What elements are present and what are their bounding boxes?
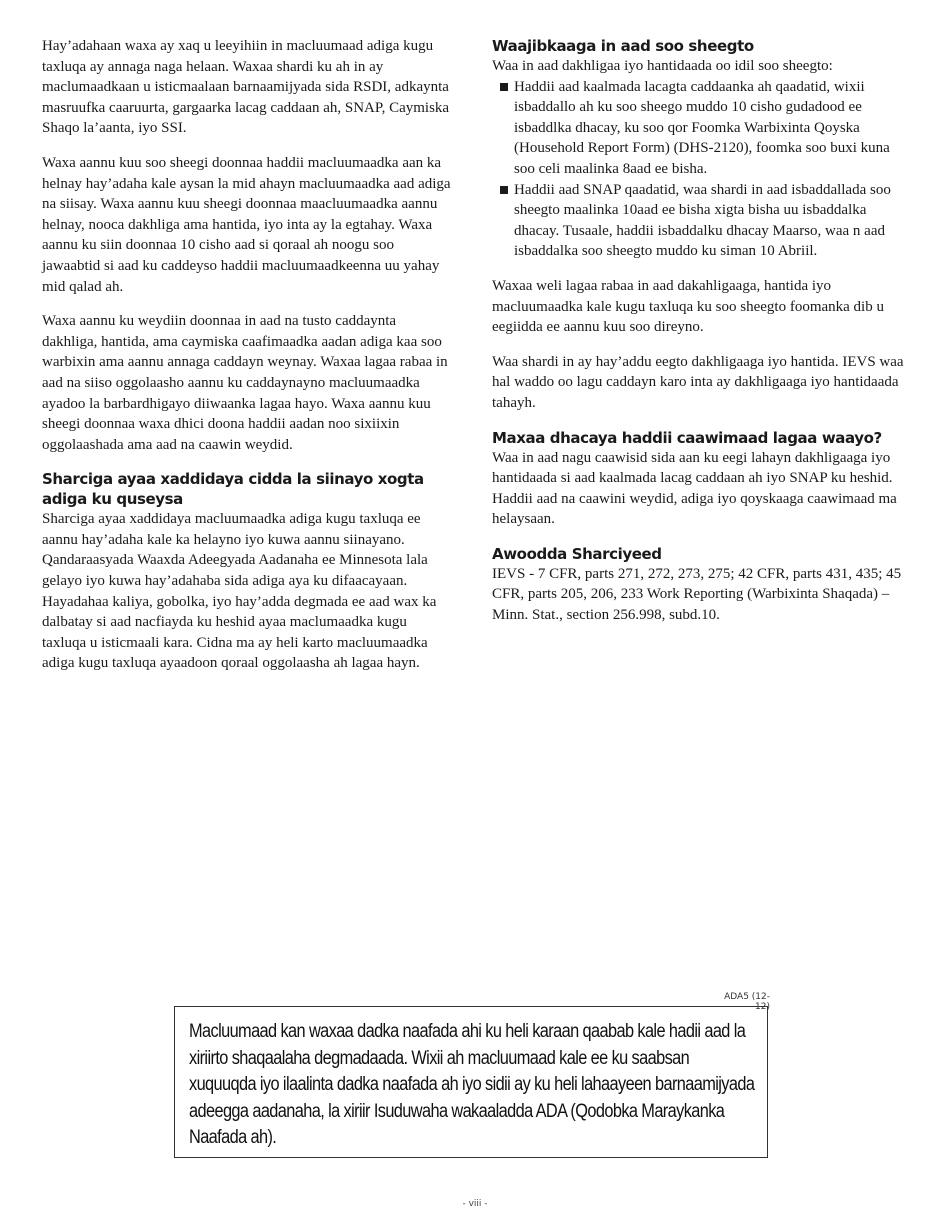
intro-paragraph: Hay’adahaan waxa ay xaq u leeyihiin in macluumaad adiga kugu taxluqa ay annaga naga helaan. Waxaa shardi ku ah in ay maclumaadkaan u isticmaalaan barnaamijyada sida RSDI, adkaynta masruufka caaruurta, gargaarka lacag caddaan ah, SNAP, Caymiska Shaqo la’aanta, iyo SSI. bbox=[42, 38, 450, 137]
form-code: ADA5 (12-12) bbox=[724, 992, 770, 1012]
verify-paragraph: Waa shardi in ay hay’addu eegto dakhligaaga iyo hantida. IEVS waa hal waddo oo lagu caddayn karo inta ay dakhligaaga iyo hantidaada tahayh. bbox=[492, 353, 904, 411]
left-column bbox=[42, 36, 452, 688]
review-form-paragraph: Waxaa weli lagaa rabaa in aad dakahligaaga, hantida iyo macluumaadka kale kugu taxluqa ku soo sheegto foomanka dib u eegiidda ee aannu kuu soo direyno. bbox=[492, 277, 884, 336]
discrepancy-paragraph: Waxa aannu kuu soo sheegi doonnaa haddii macluumaadka aan ka helnay hay’adaha kale aysan la mid ahayn macluumaadka aad adiga na siisay. Waxa aannu kuu sheegi doonnaa maacluumaadka aannu helnay, nooca dakhliga ama hantida, iyo inta ay la egtahay. Waxa aannu ku siin doonnaa 10 cisho aad si qoraal ah noogu soo jawaabtid si aad ku caddeyso haddii macluumaadkeenna uu yahay mid qalad ah. bbox=[42, 154, 451, 295]
help-heading: Maxaa dhacaya haddii caawimaad lagaa waayo? bbox=[492, 428, 882, 447]
page-number: - viii - bbox=[462, 1199, 488, 1209]
authority-paragraph: IEVS - 7 CFR, parts 271, 272, 273, 275; 42 CFR, parts 431, 435; 45 CFR, parts 205, 206, 233 Work Reporting (Warbixinta Shaqada) – Minn. Stat., section 256.998, subd.10. bbox=[492, 565, 902, 624]
help-paragraph: Waa in aad nagu caawisid sida aan ku eegi lahayn dakhligaaga iyo hantidaada si aad kaalmada lacag caddaan ah iyo SNAP ku heshid. Haddii aad na caawini weydid, adiga iyo qoyskaaga caawimaad ma helaysaan. bbox=[492, 449, 897, 528]
law-paragraph: Sharciga ayaa xaddidaya macluumaadka adiga kugu taxluqa ee aannu hay’adaha kale ka helayno iyo kuwa aannu siinayano. Qandaraasyada Waaxda Adeegyada Aadanaha ee Minnesota lala gelayo iyo kuwa hay’adahaba sida adiga aya ku difaacayaan. Hayadahaa kaliya, gobolka, iyo hay’adda degmada ee aad wax ka dalbatay si aad nacfiayda ku heshid ayaa maclumaadka kugu taxluqa u isticmaali kara. Cidna ma ay heli karto macluumaadka adiga kugu taxluqa ayaadoon qoraal oggolaasha ah lagaa hayn. bbox=[42, 511, 437, 672]
duty-bullet-list bbox=[492, 77, 904, 262]
bullet-text: Haddii aad SNAP qaadatid, waa shardi in aad isbaddallada soo sheegto maalinka 10aad ee bisha xigta bisha uu isbaddalka dhacay. Tusaale, haddii isbaddalku dhacay Maarso, waa n aad isbaddalka soo sheegto muddo ku siman 10 Abriil. bbox=[514, 181, 891, 260]
list-item bbox=[492, 180, 904, 262]
authority-heading: Awoodda Sharciyeed bbox=[492, 544, 662, 563]
list-item bbox=[492, 77, 904, 180]
duty-heading: Waajibkaaga in aad soo sheegto bbox=[492, 37, 754, 55]
duty-intro: Waa in aad dakhligaa iyo hantidaada oo idil soo sheegto: bbox=[492, 58, 833, 74]
right-column bbox=[492, 36, 904, 640]
proof-paragraph: Waxa aannu ku weydiin doonnaa in aad na tusto caddaynta dakhliga, hantida, ama caymiska caafimaadka aadan adiga kaa soo warbixin ama aannu annaga caddayn weynay. Waxaa lagaa rabaa in aad na siiso oggolaasho aannu ku caddaynayno macluumaadka ayadoo la barbardhigayo diiwaanka lagaa hayo. Waxa aannu kuu sheegi doonnaa waxa dhici doona haddii aadan noo sixiixin oggolaashada ama aad na caawin weydid. bbox=[42, 313, 448, 453]
accessibility-notice-box bbox=[174, 1006, 768, 1158]
law-heading: Sharciga ayaa xaddidaya cidda la siinayo xogta adiga ku quseysa bbox=[42, 470, 424, 509]
accessibility-notice-text: Macluumaad kan waxaa dadka naafada ahi ku heli karaan qaabab kale hadii aad la xiriirto shaqaalaha degmadaada. Wixii ah macluumaad kale ee ku saabsan xuquuqda iyo ilaalinta dadka naafada ah iyo sidii ay ku heli lahaayeen barnaamijyada adeegga aadanaha, la xiriir Isuduwaha wakaaladda ADA (Qodobka Maraykanka Naafada ah). bbox=[189, 1021, 755, 1148]
square-bullet-icon bbox=[500, 83, 508, 91]
bullet-text: Haddii aad kaalmada lacagta caddaanka ah qaadatid, wixii isbaddallo ah ku soo sheego muddo 10 cisho gudadood ee isbaddlka dhacay, ku soo qor Foomka Warbixinta Qoyska (Household Report Form) (DHS-2120), foomka soo buxi kuna soo celi maalinka 8aad ee bisha. bbox=[514, 78, 890, 177]
square-bullet-icon bbox=[500, 186, 508, 194]
